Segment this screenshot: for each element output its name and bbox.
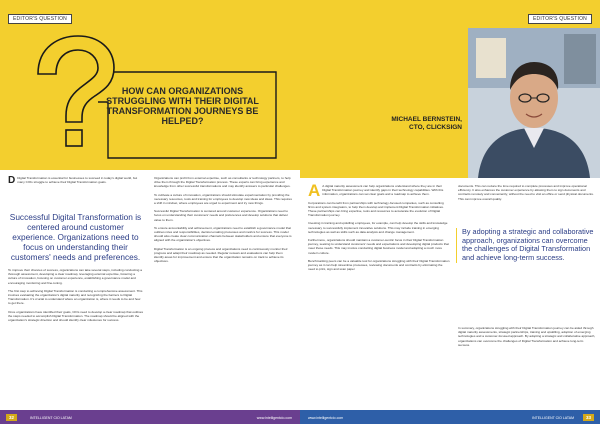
paragraph: The first step to achieving Digital Transformation is conducting a comprehensive assessment. This involves evaluating the organization's digital maturity and recognizing the barriers to Digital Transformation. It's crucial to understand where an organization is, where it needs to be and how to get there. bbox=[8, 288, 143, 306]
section-tag: EDITOR'S QUESTION bbox=[8, 14, 72, 24]
website-url: www.intelligentcio.com bbox=[308, 416, 344, 420]
dropcap: D bbox=[8, 175, 16, 186]
right-column-2-top bbox=[458, 184, 596, 205]
magazine-name: INTELLIGENT CIO LATAM bbox=[532, 416, 574, 420]
section-tag: EDITOR'S QUESTION bbox=[528, 14, 592, 24]
left-column-1-lower bbox=[8, 268, 143, 326]
paragraph: Benchmarking peers can be a valuable tool for organizations struggling with their Digital Transformation journey as it can help streamline processes, reviewing documents and contracts by eliminating the need to print, sign and scan paper bbox=[308, 258, 450, 272]
right-column-1 bbox=[308, 181, 450, 275]
paragraph: Corporations can benefit from partnerships with technology-focused companies, such as consulting firms and system integrators, to help them develop and implement Digital Transformation initiatives. These partnerships can bring expertise, tools and resources to accelerate the evolution of Digital Transformation journey. bbox=[308, 200, 444, 218]
left-footer bbox=[0, 410, 300, 424]
paragraph: documents. This can reduce the time required to complete processes and improve operational efficiency. It also enhances the customer experience by allowing them to sign documents and contracts remotely and conveniently, without the need to visit an office or send physical documents. This can improve overall quality. bbox=[458, 184, 594, 201]
pull-quote: By adopting a strategic and collaborative approach, organizations can overcome the challenges of Digital Transformation and achieve long-term success. bbox=[456, 228, 594, 263]
right-column-2-bottom bbox=[458, 326, 596, 351]
page-number: 33 bbox=[583, 414, 594, 421]
paragraph: Once organizations have identified their goals, CIOs need to develop a clear roadmap that outlines the steps needed to accomplish Digital Transformation. The roadmap should be aligned with the organization's strategic direction and should identify clear milestones for success. bbox=[8, 309, 144, 323]
dropcap: A bbox=[308, 181, 321, 200]
author-byline bbox=[332, 116, 462, 132]
right-page bbox=[300, 0, 600, 424]
author-photo bbox=[468, 28, 600, 178]
page-number: 32 bbox=[6, 414, 17, 421]
paragraph: Organizations can profit from external expertise, such as consultants or technology partners, to help drive them through the Digital Transformation process. These experts can bring experience and knowledge from other successful transformations and may identify answers to particular challenges. bbox=[154, 176, 291, 189]
paragraph: Investing in training and upskilling employees, for example, can help develop the skills and knowledge necessary to successfully implement innovative solutions. This may include training in emerging technologies as well as skills such as data analysis and change management. bbox=[308, 221, 448, 234]
article-headline: HOW CAN ORGANIZATIONS STRUGGLING WITH THEIR DIGITAL TRANSFORMATION JOURNEYS BE HELPED? bbox=[106, 86, 259, 126]
pull-quote: Successful Digital Transformation is centered around customer experience. Organizations need to focus on understanding their customers' needs and preferences. bbox=[9, 212, 142, 262]
magazine-name: INTELLIGENT CIO LATAM bbox=[30, 416, 72, 420]
author-name: MICHAEL BERNSTEIN, bbox=[391, 116, 462, 123]
right-footer bbox=[300, 410, 600, 424]
paragraph: Successful Digital Transformation is centered around customer experience. Organizations need to focus on understanding their customers' needs and preferences and develop solutions that deliver value to them. bbox=[154, 209, 289, 222]
paragraph: Digital Transformation is essential for businesses to succeed in today's digital world, but many CIOs struggle to achieve their Digital Transformation goals. bbox=[17, 176, 138, 185]
paragraph: To ensure accountability and achievement, organizations need to establish a governance model that outlines roles and responsibilities, decision-making processes and metrics for success. This model should also create clear communication channels between stakeholders and ensure that everyone is aligned with the organization's objectives. bbox=[154, 225, 292, 243]
paragraph: Furthermore, organizations should maintain a customer-centric focus in their Digital Transformation journey, seeking to understand customers' needs and expectations and developing digital products that meet those needs. This may involve conducting digital business model and adopting a much more modern culture. bbox=[308, 238, 449, 255]
paragraph: To cultivate a culture of innovation, organizations should stimulate experimentation by providing the necessary resources, tools and training for employees to develop new ideas and ideas. This requires a shift in mindset, where employees are urged to experiment and try new things. bbox=[154, 192, 292, 206]
paragraph: In summary, organizations struggling with their Digital Transformation journey can be aided through digital maturity assessments, strategic partnerships, training and upskilling, adoption of emerging technologies and a customer-focused approach. By adopting a strategic and collaborative approach, organizations can overcome the challenges of Digital Transformation and achieve long-term success. bbox=[458, 326, 596, 347]
paragraph: To improve their chances of success, organizations can take several steps, including conducting a thorough assessment, developing a clear roadmap, leveraging external expertise, fostering a culture of innovation, focusing on customer experience, establishing a governance model and encouraging monitoring and fine-tuning. bbox=[8, 268, 142, 285]
paragraph: Digital Transformation is an ongoing process and organizations need to continuously monitor their progress and adapt their roadmap as needed. Regular reviews and evaluations can help them identify areas for improvement and ensure that the organization remains on track to achieve its objectives. bbox=[154, 246, 288, 264]
left-column-2 bbox=[154, 176, 292, 267]
left-column-1 bbox=[8, 176, 143, 224]
website-url: www.intelligentcio.com bbox=[256, 416, 292, 420]
author-role: CTO, CLICKSIGN bbox=[409, 124, 462, 131]
paragraph: A digital maturity assessment can help organizations understand where they are in their Digital Transformation journey and identify gaps in their technology capabilities. With this information, organizations can set clear goals and a roadmap to achieve them. bbox=[322, 184, 444, 197]
